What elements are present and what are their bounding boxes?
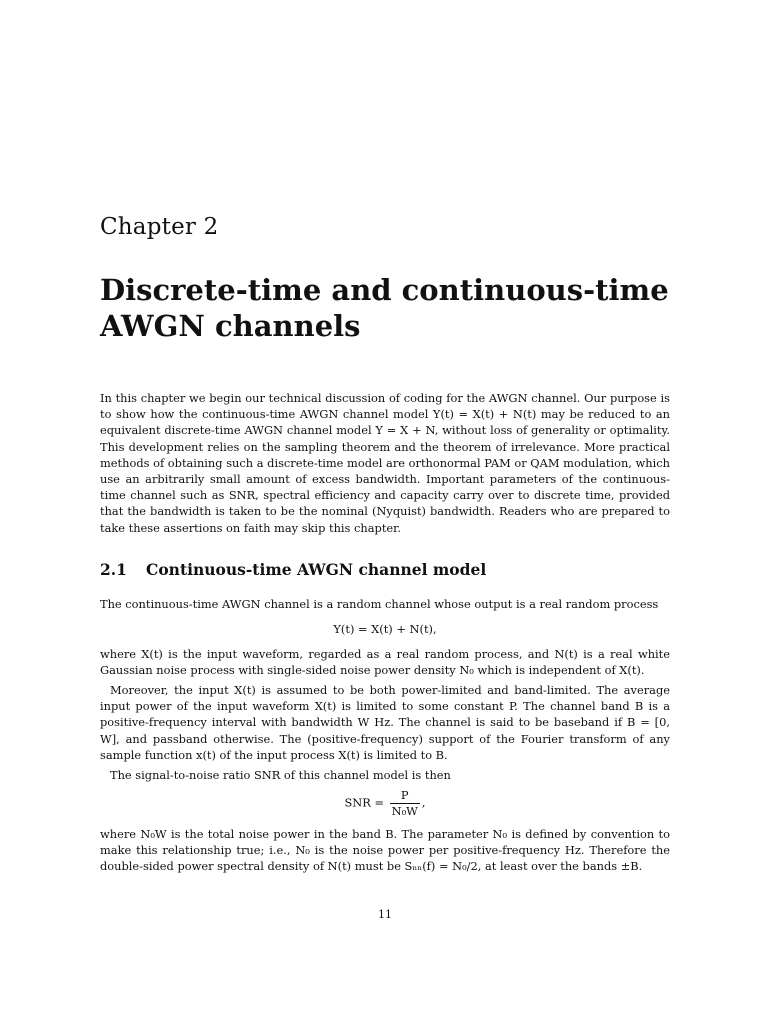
equation-2-lhs: SNR = [344, 795, 384, 810]
equation-2-trail: , [421, 795, 426, 810]
chapter-label: Chapter 2 [100, 214, 219, 240]
section-heading [100, 560, 670, 580]
equation-1: Y(t) = X(t) + N(t), [333, 622, 437, 636]
section-title: Continuous-time AWGN channel model [146, 560, 487, 579]
paragraph-2: where X(t) is the input waveform, regarded as a real random process, and N(t) is a real white Gaussian noise process with single-sided noise power density N₀ which is independent of X(t). [100, 647, 670, 678]
chapter-intro: In this chapter we begin our technical discussion of coding for the AWGN channel. Our purpose is to show how the continuous-time AWGN channel model Y(t) = X(t) + N(t) may be reduced to an equivalent discrete-time AWGN channel model Y = X + N, without loss of generality or optimality. This development relies on the sampling theorem and the theorem of irrelevance. More practical methods of obtaining such a discrete-time model are orthonormal PAM or QAM modulation, which use an arbitrarily small amount of excess bandwidth. Important parameters of the continuous-time channel such as SNR, spectral efficiency and capacity carry over to discrete time, provided that the bandwidth is taken to be the nominal (Nyquist) bandwidth. Readers who are prepared to take these assertions on faith may skip this chapter. [100, 391, 670, 535]
paragraph-5: where N₀W is the total noise power in the band B. The parameter N₀ is defined by convention to make this relationship true; i.e., N₀ is the noise power per positive-frequency Hz. Therefore the double-sided power spectral density of N(t) must be Sₙₙ(f) = N₀/2, at least over the bands ±B. [100, 827, 670, 874]
paragraph-3: Moreover, the input X(t) is assumed to be both power-limited and band-limited. The average input power of the input waveform X(t) is limited to some constant P. The channel band B is a positive-frequency interval with bandwidth W Hz. The channel is said to be baseband if B = [0, W], and passband otherwise. The (positive-frequency) support of the Fourier transform of any sample function x(t) of the input process X(t) is limited to B. [100, 683, 670, 762]
paragraph-1: The continuous-time AWGN channel is a random channel whose output is a real random process [100, 597, 659, 611]
equation-2 [100, 788, 670, 819]
equation-2-fraction [390, 788, 420, 819]
page-number: 11 [378, 908, 392, 921]
paragraph-4: The signal-to-noise ratio SNR of this channel model is then [110, 768, 451, 782]
equation-2-numerator: P [390, 788, 420, 804]
equation-2-denominator: N₀W [391, 804, 418, 818]
section-number: 2.1 [100, 560, 127, 579]
chapter-title: Discrete-time and continuous-time AWGN channels [100, 273, 669, 343]
